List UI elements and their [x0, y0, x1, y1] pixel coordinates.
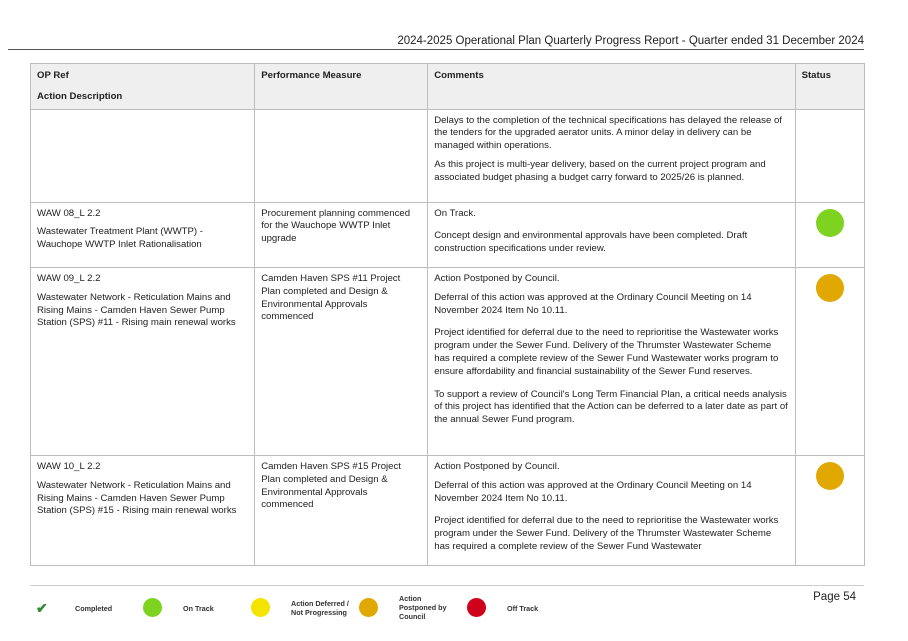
deferred-dot-icon	[251, 598, 270, 617]
cell-comments	[428, 455, 795, 565]
off-track-dot-icon	[467, 598, 486, 617]
comment-text: Project identified for deferral due to the need to reprioritise the Wastewater works program under the Sewer Fund. Delivery of the Thrumster Wastewater Scheme has required a complete review of the Sewer Fund Wastewater works program to ensure affordability and financial sustainability of the Sewer Fund reserves.	[434, 327, 779, 377]
comment-text: On Track.	[434, 207, 476, 219]
comment-text: As this project is multi-year delivery, based on the current project program and associated budget phasing a budget carry forward to 2025/26 is planned.	[434, 158, 766, 183]
op-ref-code: WAW 10_L 2.2	[37, 460, 101, 472]
page-number: Page 54	[813, 591, 856, 603]
legend-postponed-label: Action Postponed by Council	[399, 594, 447, 621]
cell-comments	[428, 202, 795, 267]
action-description: Wastewater Network - Reticulation Mains and Rising Mains - Camden Haven Sewer Pump Station (SPS) #11 - Rising main renewal works	[37, 291, 236, 329]
header-op-ref	[31, 64, 255, 110]
header-status: Status	[795, 64, 864, 110]
action-description: Wastewater Treatment Plant (WWTP) - Wauchope WWTP Inlet Rationalisation	[37, 226, 203, 251]
legend-completed-label: Completed	[75, 604, 113, 613]
comment-text: To support a review of Council's Long Term Financial Plan, a critical needs analysis of this project has identified that the Action can be deferred to a later date as part of the annual Sewer Fund program.	[434, 388, 788, 426]
legend-deferred-label: Action Deferred / Not Progressing	[291, 599, 349, 617]
comment-text: Delays to the completion of the technical specifications has delayed the release of the tenders for the upgraded aerator units. A minor delay in delivery can be managed within operations.	[434, 114, 782, 152]
header-comments: Comments	[428, 64, 795, 110]
legend-off-track-label: Off Track	[507, 604, 539, 613]
status-on-track-icon	[816, 209, 844, 237]
op-ref-code: WAW 08_L 2.2	[37, 207, 101, 219]
table-row	[31, 202, 865, 267]
table-row	[31, 455, 865, 565]
comment-text: Action Postponed by Council.	[434, 460, 560, 472]
cell-status	[795, 267, 864, 455]
action-description: Wastewater Network - Reticulation Mains and Rising Mains - Camden Haven Sewer Pump Station (SPS) #15 - Rising main renewal works	[37, 479, 237, 517]
cell-op-ref	[31, 455, 255, 565]
header-op-ref-label: OP Ref	[37, 70, 69, 81]
header-action-description-label: Action Description	[37, 90, 123, 102]
comment-text: Deferral of this action was approved at the Ordinary Council Meeting on 14 November 2024 Item No 10.11.	[434, 479, 752, 504]
legend-on-track-label: On Track	[183, 604, 214, 613]
cell-status	[795, 202, 864, 267]
postponed-dot-icon	[359, 598, 378, 617]
cell-op-ref	[31, 202, 255, 267]
cell-comments	[428, 109, 795, 202]
header-divider	[8, 49, 864, 50]
status-postponed-icon	[816, 462, 844, 490]
table-row	[31, 109, 865, 202]
cell-measure: Camden Haven SPS #15 Project Plan completed and Design & Environmental Approvals commenced	[255, 455, 428, 565]
progress-table	[30, 63, 865, 566]
cell-comments	[428, 267, 795, 455]
table-row	[31, 267, 865, 455]
header-performance-measure: Performance Measure	[255, 64, 428, 110]
cell-status	[795, 455, 864, 565]
comment-text: Concept design and environmental approvals have been completed. Draft construction specifications under review.	[434, 230, 748, 255]
table-header-row	[31, 64, 865, 110]
on-track-dot-icon	[143, 598, 162, 617]
cell-measure: Camden Haven SPS #11 Project Plan completed and Design & Environmental Approvals commenced	[255, 267, 428, 455]
op-ref-code: WAW 09_L 2.2	[37, 272, 101, 284]
comment-text: Project identified for deferral due to the need to reprioritise the Wastewater works program under the Sewer Fund. Delivery of the Thrumster Wastewater Scheme has required a complete review of the Sewer Fund Wastewater	[434, 515, 779, 552]
check-icon: ✔	[36, 600, 48, 616]
comment-text: Action Postponed by Council.	[434, 272, 560, 284]
cell-measure	[255, 109, 428, 202]
report-title: 2024-2025 Operational Plan Quarterly Progress Report - Quarter ended 31 December 2024	[397, 35, 864, 47]
comment-text: Deferral of this action was approved at the Ordinary Council Meeting on 14 November 2024 Item No 10.11.	[434, 291, 752, 316]
cell-measure: Procurement planning commenced for the Wauchope WWTP Inlet upgrade	[255, 202, 428, 267]
cell-op-ref	[31, 109, 255, 202]
cell-op-ref	[31, 267, 255, 455]
cell-status	[795, 109, 864, 202]
status-postponed-icon	[816, 274, 844, 302]
